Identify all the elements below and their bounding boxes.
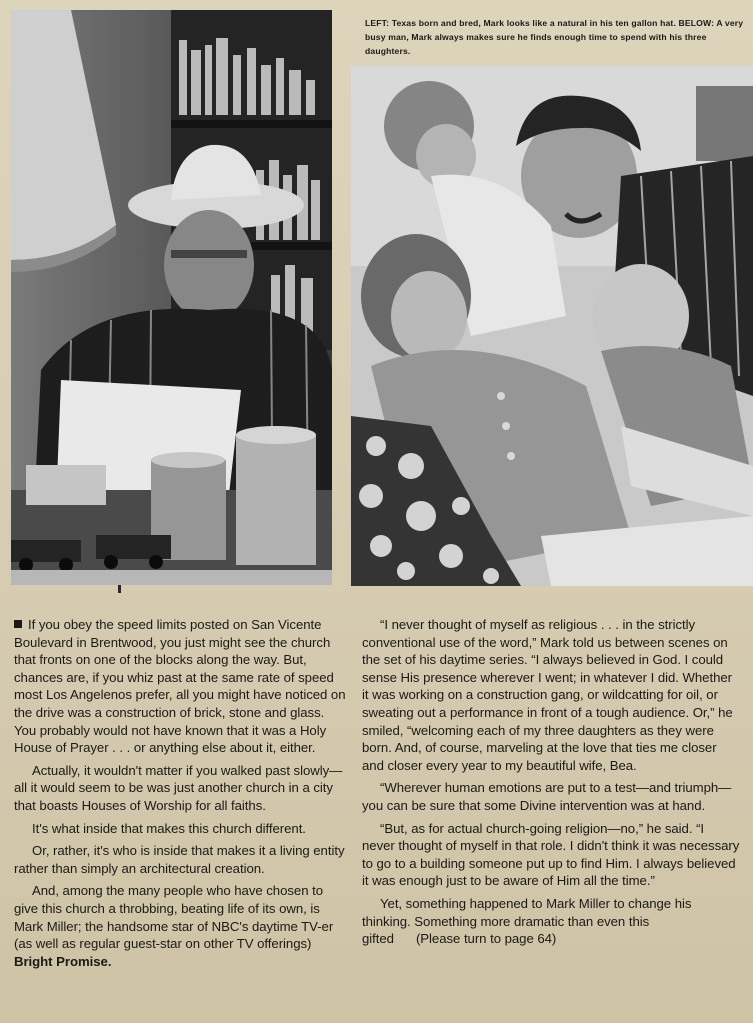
article-left-column [14, 616, 348, 970]
continued-note: (Please turn to page 64) [415, 931, 557, 947]
article-right-column [362, 616, 740, 948]
bullet-square-icon [14, 620, 22, 628]
paragraph-3: It's what inside that makes this church different. [32, 820, 306, 836]
paragraph-6: “I never thought of myself as religious . . . in the strictly conventional use of the word,” Mark told us between scenes on the set of his daytime series. “I always believed in God. I could sense His presence wherever I went; in whatever I did. Whether it was working on a construction gang, or wildcatting for oil, or sweating out a performance in front of a tough audience. Or,” he smiled, “welcoming each of my three daughters as they were born. And, of course, marveling at the love that ties me closer and closer every year to my beautiful wife, Bea. [362, 617, 733, 773]
photo-right-illustration [351, 66, 753, 586]
paragraph-9-text: Yet, something happened to Mark Miller to change his thinking. Something more dramatic than even this gifted [362, 895, 692, 947]
photo-left-illustration [11, 10, 332, 585]
photo-mark-in-cowboy-hat [11, 10, 332, 585]
print-fold-mark [118, 585, 121, 593]
paragraph-8: “But, as for actual church-going religion—no,” he said. “I never thought of myself in that role. I didn't think it was necessary to go to a building someone put up to find Him. I always believed it was enough just to be aware of Him all the time.” [362, 820, 740, 889]
paragraph-9 [362, 895, 740, 948]
paragraph-7: “Wherever human emotions are put to a test—and triumph—you can be sure that some Divine intervention was at hand. [362, 780, 732, 813]
paragraph-1 [14, 616, 348, 757]
paragraph-4: Or, rather, it's who is inside that makes it a living entity rather than simply an architectural creation. [14, 843, 345, 876]
show-title: Bright Promise. [14, 953, 112, 969]
caption-left-text: Texas born and bred, Mark looks like a natural in his ten gallon hat. [391, 18, 676, 28]
caption-below-text: A very busy man, Mark always makes sure he finds enough time to spend with his three daughters. [365, 18, 744, 56]
paragraph-5 [14, 882, 348, 970]
paragraph-2: Actually, it wouldn't matter if you walked past slowly—all it would seem to be was just another church in a city that boasts Houses of Worship for all faiths. [14, 762, 343, 813]
caption-below-label: BELOW: [678, 18, 715, 28]
photo-caption [365, 16, 750, 58]
paragraph-1-text: If you obey the speed limits posted on San Vicente Boulevard in Brentwood, you just might see the church that fronts on one of the blocks along the way. But, chances are, if you whiz past at the same rate of speed most Los Angelenos prefer, all you might have noticed on the drive was a construction of brick, stone and glass. You probably would not have known that it was a Holy House of Prayer . . . or anything else about it, either. [14, 617, 346, 756]
caption-left-label: LEFT: [365, 18, 390, 28]
photo-mark-with-daughters [351, 66, 753, 586]
paragraph-5-text: And, among the many people who have chosen to give this church a throbbing, beating life of its own, is Mark Miller; the handsome star of NBC's daytime TV-er (as well as regular guest-star on other TV offerings) [14, 883, 334, 952]
